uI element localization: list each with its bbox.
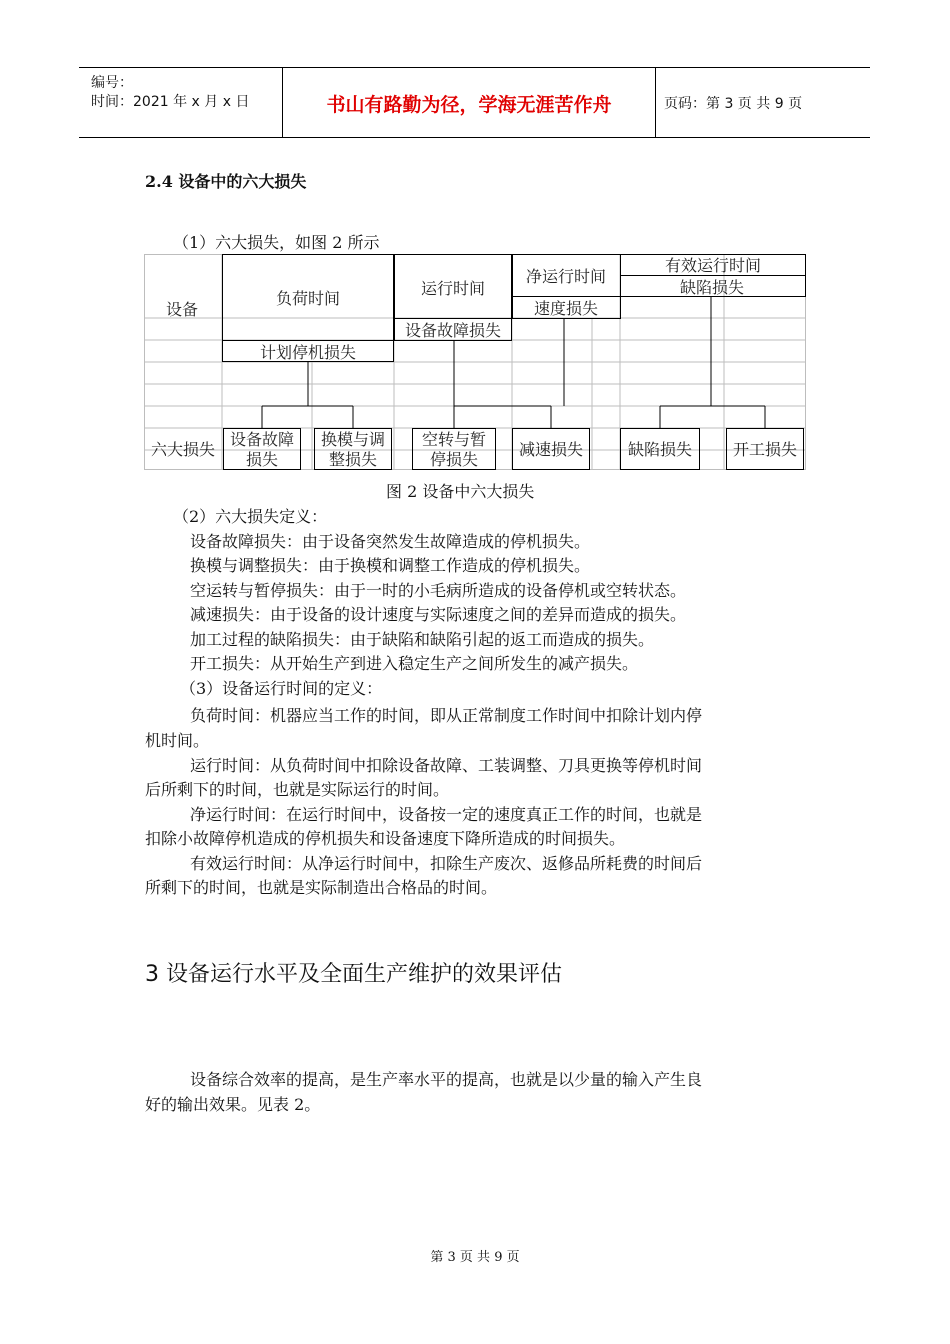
- header-date: 时间：2021 年 x 月 x 日: [91, 94, 250, 110]
- diagram-box2-line2: 整损失: [328, 450, 378, 469]
- header-motto: 书山有路勤为径，学海无涯苦作舟: [326, 94, 612, 116]
- page-header: [79, 67, 870, 138]
- section-2-4-heading: 2.4 设备中的六大损失: [145, 172, 307, 191]
- header-number: 编号：: [91, 75, 133, 91]
- diagram-effective-run-time: 有效运行时间: [664, 256, 762, 275]
- diagram-box3-line2: 停损失: [429, 450, 479, 469]
- diagram-failure-loss-top: 设备故障损失: [404, 321, 502, 340]
- section-3-paragraph-line1: 设备综合效率的提高，是生产率水平的提高，也就是以少量的输入产生良: [190, 1070, 703, 1089]
- diagram-planned-stop-loss: 计划停机损失: [259, 343, 357, 362]
- diagram-speed-loss: 速度损失: [533, 299, 599, 318]
- diagram-box1-line2: 损失: [245, 450, 279, 469]
- diagram-box3-line1: 空转与暂: [421, 430, 487, 449]
- definition-5: 加工过程的缺陷损失：由于缺陷和缺陷引起的返工而造成的损失。: [190, 630, 655, 649]
- diagram-run-time: 运行时间: [420, 279, 486, 298]
- six-losses-diagram: [144, 254, 808, 474]
- page-footer: 第 3 页 共 9 页: [430, 1250, 520, 1265]
- figure-caption: 图 2 设备中六大损失: [386, 482, 535, 501]
- time-def-1-line2: 机时间。: [145, 731, 210, 750]
- time-def-3-line1: 净运行时间：在运行时间中，设备按一定的速度真正工作的时间，也就是: [190, 805, 703, 824]
- diagram-box5: 缺陷损失: [627, 440, 693, 459]
- diagram-box1-line1: 设备故障: [229, 430, 295, 449]
- definition-3: 空运转与暂停损失：由于一时的小毛病所造成的设备停机或空转状态。: [190, 581, 687, 600]
- header-motto-cell: [282, 68, 656, 137]
- item-2: （2）六大损失定义：: [173, 507, 328, 526]
- diagram-box6: 开工损失: [732, 440, 798, 459]
- definition-4: 减速损失：由于设备的设计速度与实际速度之间的差异而造成的损失。: [190, 605, 687, 624]
- diagram-six-losses-label: 六大损失: [150, 440, 216, 459]
- diagram-load-time: 负荷时间: [275, 289, 341, 308]
- time-def-2-line1: 运行时间：从负荷时间中扣除设备故障、工装调整、刀具更换等停机时间: [190, 756, 703, 775]
- header-page-info: 页码：第 3 页 共 9 页: [664, 96, 803, 112]
- time-def-4-line2: 所剩下的时间，也就是实际制造出合格品的时间。: [145, 878, 498, 897]
- diagram-defect-loss-top: 缺陷损失: [679, 278, 745, 297]
- header-page-cell: [655, 68, 870, 137]
- diagram-net-run-time: 净运行时间: [525, 267, 607, 286]
- diagram-box4: 减速损失: [518, 440, 584, 459]
- definition-2: 换模与调整损失：由于换模和调整工作造成的停机损失。: [190, 556, 591, 575]
- definition-1: 设备故障损失：由于设备突然发生故障造成的停机损失。: [190, 532, 591, 551]
- header-meta-cell: [79, 68, 282, 137]
- definition-6: 开工损失：从开始生产到进入稳定生产之间所发生的减产损失。: [190, 654, 639, 673]
- item-1: （1）六大损失，如图 2 所示: [173, 233, 380, 252]
- diagram-equipment: 设备: [166, 300, 199, 319]
- time-def-1-line1: 负荷时间：机器应当工作的时间，即从正常制度工作时间中扣除计划内停: [190, 706, 703, 725]
- time-def-3-line2: 扣除小故障停机造成的停机损失和设备速度下降所造成的时间损失。: [145, 829, 626, 848]
- item-3: （3）设备运行时间的定义：: [180, 679, 383, 698]
- time-def-2-line2: 后所剩下的时间，也就是实际运行的时间。: [145, 780, 450, 799]
- time-def-4-line1: 有效运行时间：从净运行时间中，扣除生产废次、返修品所耗费的时间后: [190, 854, 703, 873]
- section-3-heading: 3 设备运行水平及全面生产维护的效果评估: [145, 962, 562, 987]
- diagram-box2-line1: 换模与调: [320, 430, 386, 449]
- section-3-paragraph-line2: 好的输出效果。见表 2。: [145, 1095, 321, 1114]
